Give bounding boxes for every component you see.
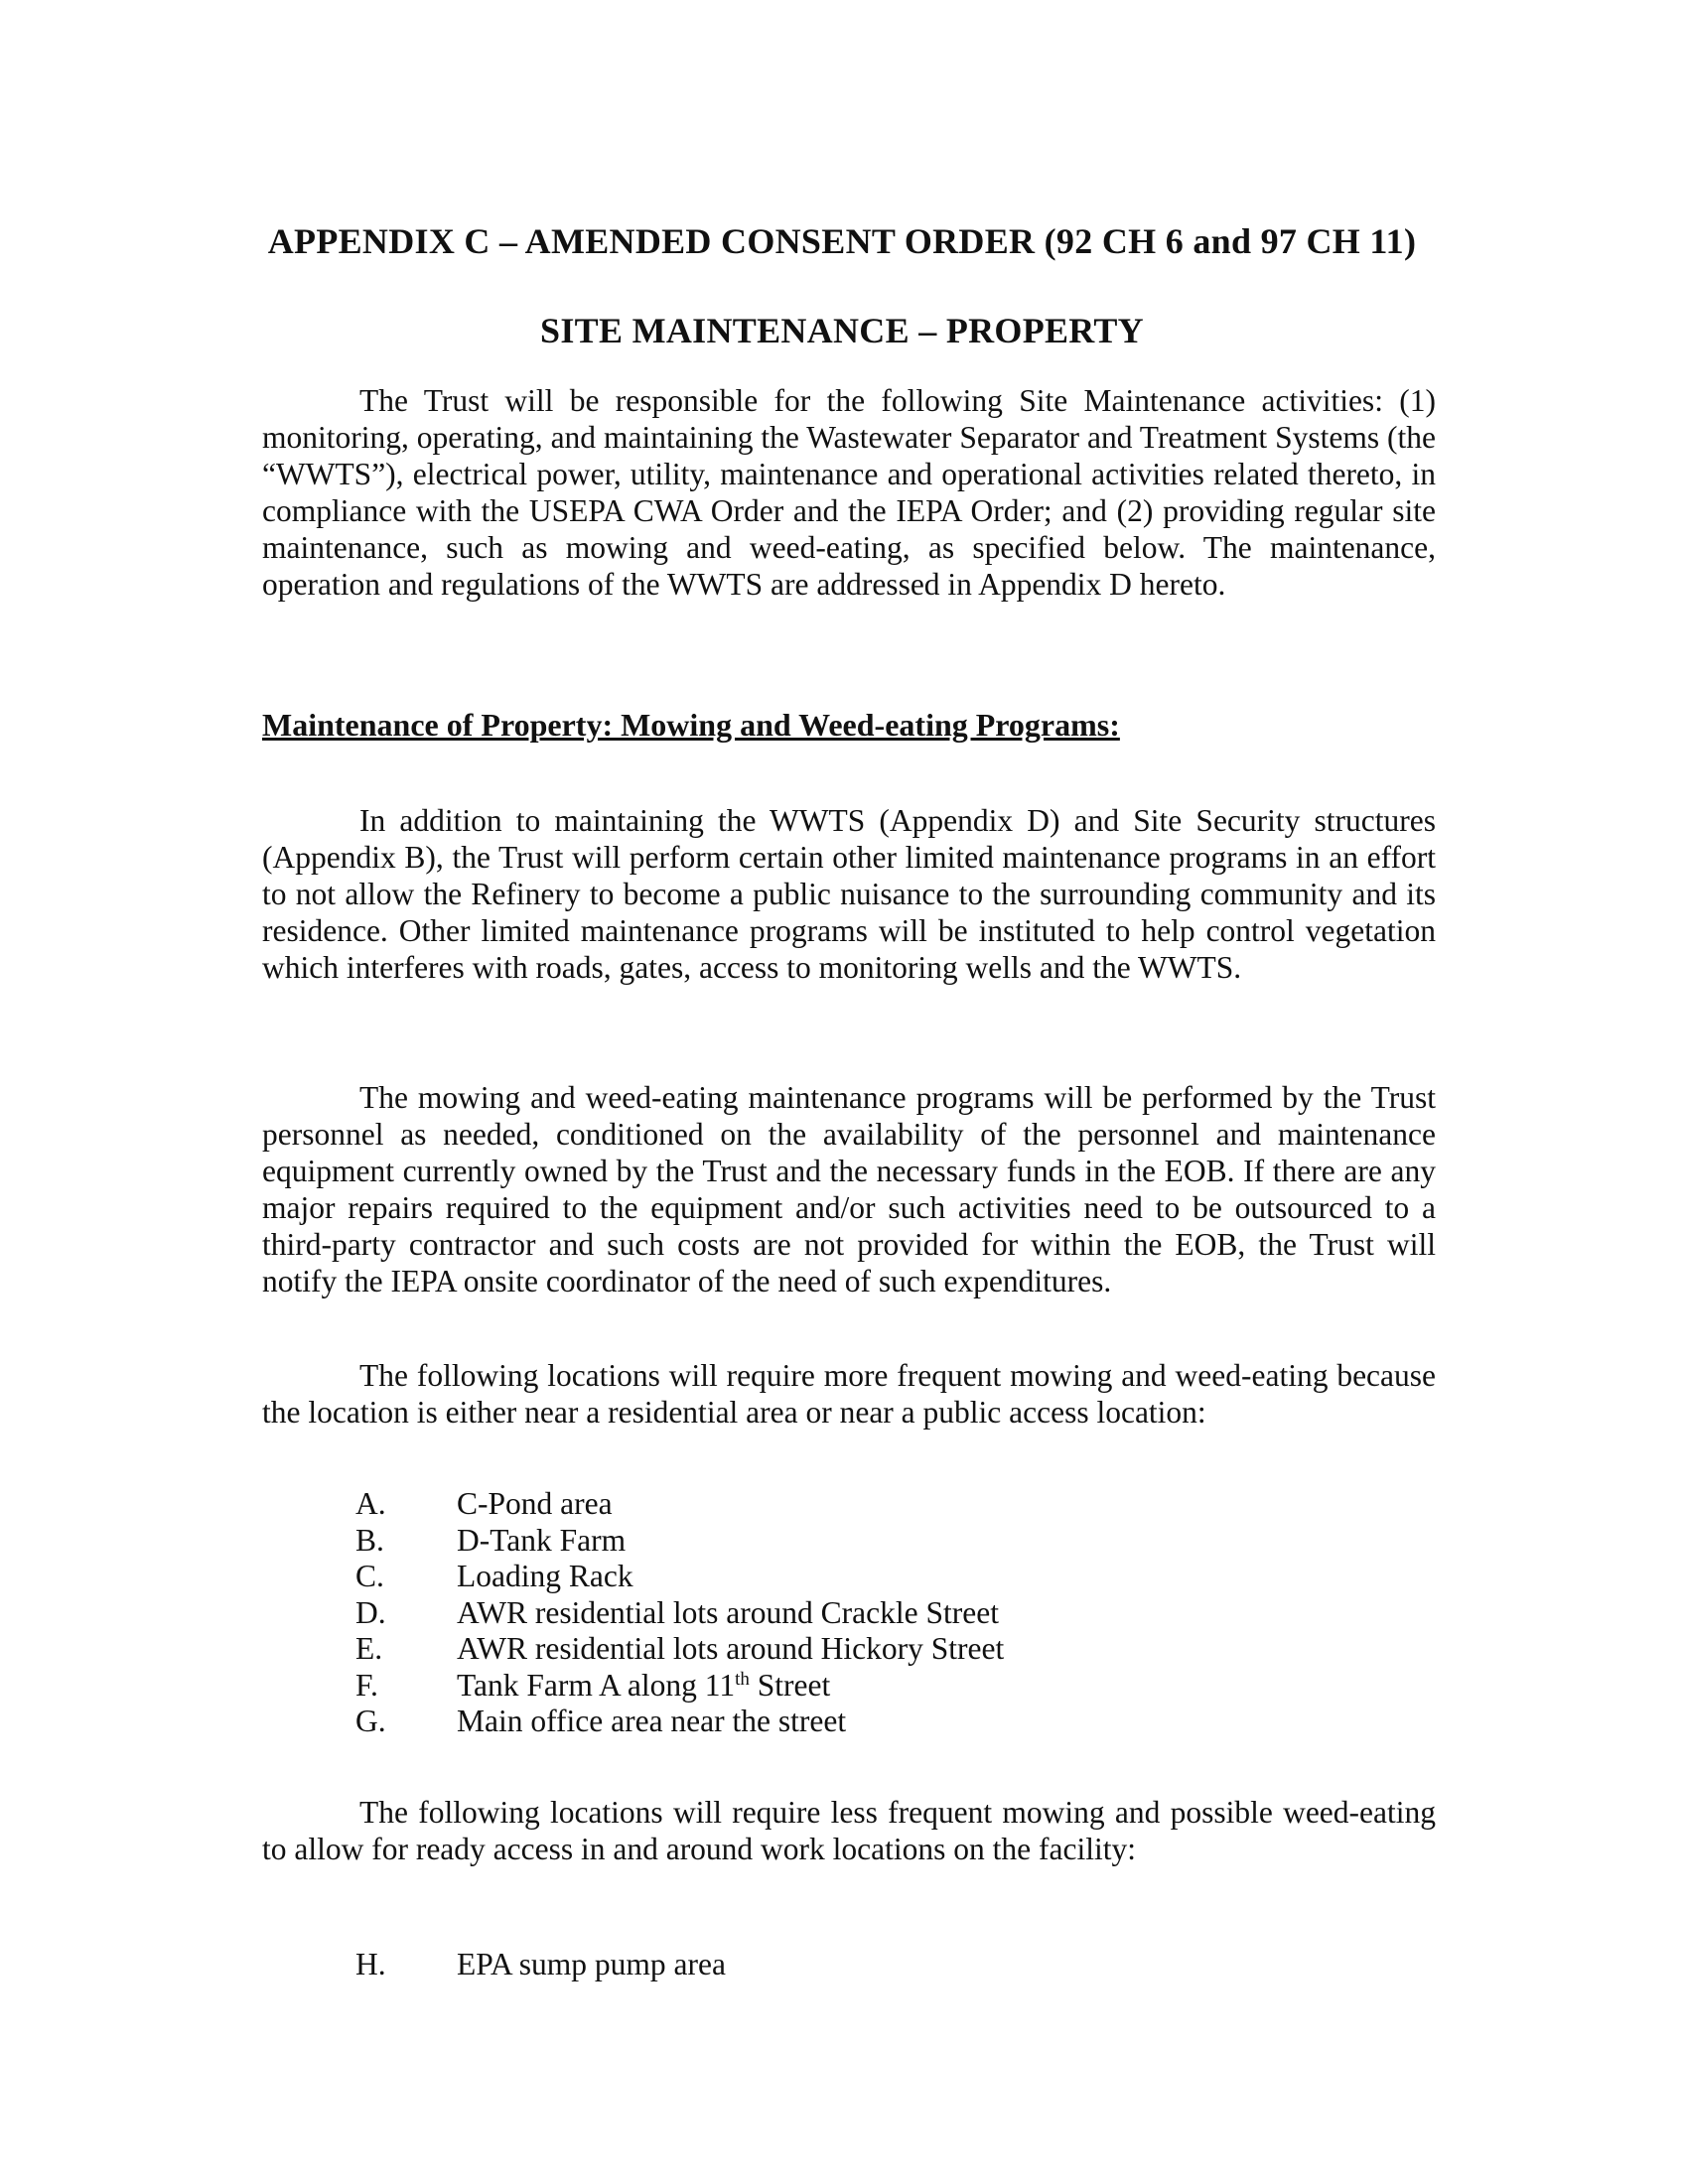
list-item-label: C-Pond area [457, 1486, 613, 1521]
list-item-label: D-Tank Farm [457, 1522, 627, 1558]
list-item-letter: D. [355, 1594, 386, 1630]
ordinal-suffix: th [735, 1668, 750, 1690]
list-item-letter: C. [355, 1559, 384, 1593]
list-item-label-text: Tank Farm A along 11 [457, 1667, 736, 1703]
list-item-letter: F. [355, 1667, 378, 1703]
list-item-label-text-end: Street [749, 1667, 831, 1703]
list-item-letter: G. [355, 1704, 386, 1738]
list-item-label: AWR residential lots around Hickory Street [457, 1631, 1005, 1666]
list-item-label [457, 1668, 830, 1705]
paragraph-3: The mowing and weed-eating maintenance programs will be performed by the Trust personnel as needed, conditioned on the availability of the personnel and maintenance equipment currently owned by the Trust and the necessary funds in the EOB. If there are any major repairs required to the equipment and/or such activities need to be outsourced to a third-party contractor and such costs are not provided for within the EOB, the Trust will notify the IEPA onsite coordinator of the need of such expenditures. [262, 1080, 1436, 1298]
paragraph-4: The following locations will require more frequent mowing and weed-eating because the location is either near a residential area or near a public access location: [262, 1358, 1436, 1430]
list-item-letter: A. [355, 1486, 386, 1521]
list-item-label: Main office area near the street [457, 1704, 847, 1738]
paragraph-5: The following locations will require less frequent mowing and possible weed-eating to allow for ready access in and around work locations on the facility: [262, 1795, 1436, 1866]
intro-paragraph: The Trust will be responsible for the following Site Maintenance activities: (1) monitoring, operating, and maintaining the Wastewater Separator and Treatment Systems (the “WWTS”), electrical power, utility, maintenance and operational activities related thereto, in compliance with the USEPA CWA Order and the IEPA Order; and (2) providing regular site maintenance, such as mowing and weed-eating, as specified below. The maintenance, operation and regulations of the WWTS are addressed in Appendix D hereto. [262, 383, 1436, 602]
document-title: APPENDIX C – AMENDED CONSENT ORDER (92 CH 6 and 97 CH 11) [267, 221, 1417, 261]
list-item-label: EPA sump pump area [457, 1947, 726, 1981]
list-item-label: Loading Rack [457, 1559, 633, 1593]
list-item-letter: E. [355, 1631, 383, 1666]
list-item-letter: B. [355, 1522, 384, 1558]
list-item-label: AWR residential lots around Crackle Street [457, 1594, 999, 1630]
paragraph-2: In addition to maintaining the WWTS (Appendix D) and Site Security structures (Appendix B), the Trust will perform certain other limited maintenance programs in an effort to not allow the Refinery to become a public nuisance to the surrounding community and its residence. Other limited maintenance programs will be instituted to help control vegetation which interferes with roads, gates, access to monitoring wells and the WWTS. [262, 803, 1436, 985]
document-subtitle: SITE MAINTENANCE – PROPERTY [540, 311, 1144, 350]
section-heading: Maintenance of Property: Mowing and Weed-eating Programs: [262, 707, 1120, 743]
list-item-letter: H. [355, 1947, 386, 1981]
